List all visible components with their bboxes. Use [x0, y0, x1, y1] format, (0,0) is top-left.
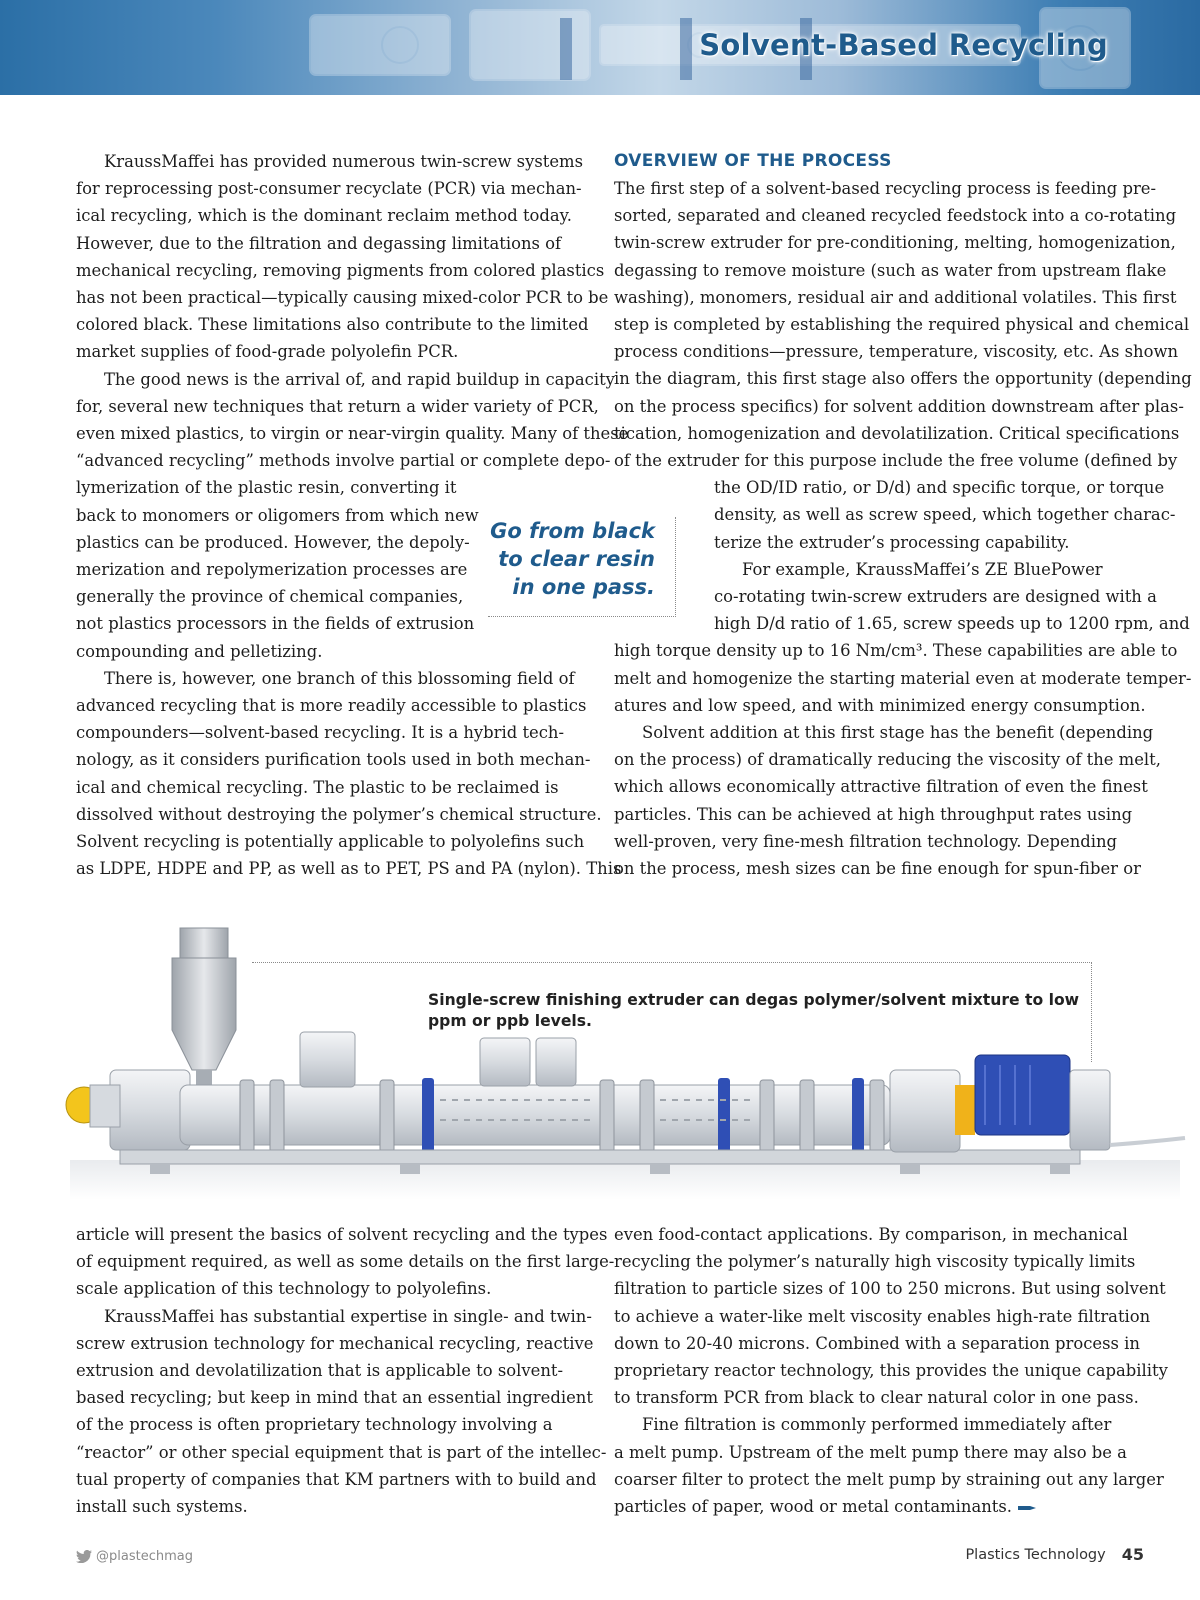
- text-line: nology, as it considers purification tools used in both mechan-: [76, 750, 591, 770]
- text-line: compounding and pelletizing.: [76, 641, 323, 661]
- text-line: density, as well as screw speed, which together charac-: [714, 505, 1176, 525]
- text-line: for, several new techniques that return a wider variety of PCR,: [76, 396, 599, 416]
- text-line: particles. This can be achieved at high throughput rates using: [614, 804, 1133, 824]
- text-line: dissolved without destroying the polymer’s chemical structure.: [76, 804, 602, 824]
- text-line: high D/d ratio of 1.65, screw speeds up to 1200 rpm, and: [714, 614, 1190, 634]
- section-heading: OVERVIEW OF THE PROCESS: [614, 151, 892, 171]
- text-line: which allows economically attractive filtration of even the finest: [614, 777, 1148, 797]
- text-line: proprietary reactor technology, this provides the unique capability: [614, 1361, 1168, 1381]
- text-line: to achieve a water-like melt viscosity enables high-rate filtration: [614, 1306, 1151, 1326]
- section-title: Solvent-Based Recycling: [699, 28, 1108, 62]
- article-column-left-top: [76, 148, 629, 882]
- text-line: ical and chemical recycling. The plastic to be reclaimed is: [76, 777, 559, 797]
- text-line: of equipment required, as well as some details on the first large-: [76, 1252, 615, 1272]
- text-line: article will present the basics of solvent recycling and the types: [76, 1225, 608, 1244]
- text-line: of the extruder for this purpose include the free volume (defined by: [614, 451, 1178, 471]
- footer-social[interactable]: [76, 1549, 193, 1564]
- text-line: The first step of a solvent-based recycling process is feeding pre-: [614, 179, 1157, 198]
- text-line: high torque density up to 16 Nm/cm³. These capabilities are able to: [614, 641, 1178, 661]
- text-line: the OD/ID ratio, or D/d) and specific torque, or torque: [714, 478, 1165, 498]
- header-banner: [0, 0, 1200, 95]
- text-line: melt and homogenize the starting material even at moderate temper-: [614, 668, 1192, 688]
- text-line: sorted, separated and cleaned recycled feedstock into a co-rotating: [614, 206, 1177, 226]
- text-line: Solvent recycling is potentially applicable to polyolefins such: [76, 832, 585, 852]
- text-line: install such systems.: [76, 1497, 248, 1517]
- text-line: coarser filter to protect the melt pump by straining out any larger: [614, 1469, 1164, 1489]
- text-line: step is completed by establishing the required physical and chemical: [614, 315, 1190, 335]
- page-number: 45: [1121, 1545, 1144, 1564]
- text-line: Solvent addition at this first stage has the benefit (depending: [642, 723, 1154, 743]
- text-line: even mixed plastics, to virgin or near-virgin quality. Many of these: [76, 424, 629, 444]
- text-line: market supplies of food-grade polyolefin PCR.: [76, 342, 459, 362]
- article-column-right-top: [614, 148, 1192, 882]
- text-line: in the diagram, this first stage also offers the opportunity (depending: [614, 369, 1192, 389]
- text-line: compounders—solvent-based recycling. It is a hybrid tech-: [76, 723, 565, 743]
- text-line: well-proven, very fine-mesh filtration technology. Depending: [614, 831, 1118, 851]
- text-line: washing), monomers, residual air and additional volatiles. This first: [614, 287, 1177, 307]
- text-line: filtration to particle sizes of 100 to 250 microns. But using solvent: [614, 1279, 1166, 1299]
- text-line: tication, homogenization and devolatilization. Critical specifications: [614, 423, 1180, 443]
- text-line: mechanical recycling, removing pigments from colored plastics: [76, 260, 605, 280]
- text-line: Fine filtration is commonly performed immediately after: [642, 1415, 1112, 1435]
- text-line: recycling the polymer’s naturally high viscosity typically limits: [614, 1252, 1136, 1272]
- text-line: ical recycling, which is the dominant reclaim method today.: [76, 206, 572, 226]
- text-line: for reprocessing post-consumer recyclate (PCR) via mechan-: [76, 179, 582, 199]
- text-line: scale application of this technology to polyolefins.: [76, 1279, 492, 1299]
- extruder-machine-figure: [0, 920, 1200, 1210]
- text-line: tual property of companies that KM partners with to build and: [76, 1469, 597, 1489]
- text-line: not plastics processors in the fields of extrusion: [76, 614, 475, 634]
- text-line: There is, however, one branch of this blossoming field of: [104, 668, 575, 688]
- text-line: For example, KraussMaffei’s ZE BluePower: [742, 559, 1103, 579]
- text-line: twin-screw extruder for pre-conditioning, melting, homogenization,: [614, 233, 1176, 253]
- text-line: even food-contact applications. By comparison, in mechanical: [614, 1225, 1128, 1244]
- figure-caption: Single-screw finishing extruder can degas polymer/solvent mixture to low ppm or ppb levels.: [428, 991, 1080, 1030]
- text-line: generally the province of chemical companies,: [76, 587, 464, 607]
- footer-folio: [965, 1545, 1144, 1564]
- text-line: lymerization of the plastic resin, converting it: [76, 478, 457, 498]
- text-line: merization and repolymerization processes are: [76, 560, 468, 580]
- article-column-left-bottom: [76, 1221, 615, 1520]
- text-line: as LDPE, HDPE and PP, as well as to PET, PS and PA (nylon). This: [76, 859, 622, 879]
- text-line: to transform PCR from black to clear natural color in one pass.: [614, 1388, 1139, 1408]
- pull-quote-line: Go from black: [490, 519, 655, 543]
- text-line: advanced recycling that is more readily accessible to plastics: [76, 696, 587, 716]
- twitter-bird-icon: [76, 1550, 92, 1563]
- end-of-article-icon: [1018, 1503, 1036, 1513]
- twitter-handle: @plastechmag: [96, 1549, 193, 1564]
- text-line: “advanced recycling” methods involve partial or complete depo-: [76, 451, 611, 471]
- text-line: degassing to remove moisture (such as water from upstream flake: [614, 260, 1167, 280]
- text-line: colored black. These limitations also contribute to the limited: [76, 315, 589, 335]
- text-line: KraussMaffei has provided numerous twin-screw systems: [104, 152, 584, 171]
- text-line: extrusion and devolatilization that is applicable to solvent-: [76, 1361, 563, 1381]
- text-line: has not been practical—typically causing mixed-color PCR to be: [76, 288, 609, 308]
- text-line: based recycling; but keep in mind that an essential ingredient: [76, 1388, 593, 1408]
- text-line: However, due to the filtration and degassing limitations of: [76, 233, 562, 253]
- text-line: a melt pump. Upstream of the melt pump there may also be a: [614, 1442, 1127, 1462]
- text-line: particles of paper, wood or metal contaminants.: [614, 1497, 1013, 1517]
- text-line: down to 20-40 microns. Combined with a separation process in: [614, 1333, 1140, 1353]
- text-line: terize the extruder’s processing capability.: [714, 532, 1070, 552]
- text-line: on the process specifics) for solvent addition downstream after plas-: [614, 396, 1184, 416]
- pull-quote-line: to clear resin: [498, 547, 655, 571]
- text-line: co-rotating twin-screw extruders are designed with a: [714, 587, 1157, 607]
- text-line: on the process) of dramatically reducing the viscosity of the melt,: [614, 750, 1161, 770]
- text-line: “reactor” or other special equipment that is part of the intellec-: [76, 1442, 607, 1462]
- text-line: The good news is the arrival of, and rapid buildup in capacity: [104, 369, 615, 389]
- text-line: back to monomers or oligomers from which new: [76, 505, 479, 525]
- text-line: screw extrusion technology for mechanical recycling, reactive: [76, 1333, 594, 1353]
- text-line: process conditions—pressure, temperature, viscosity, etc. As shown: [614, 342, 1179, 362]
- text-line: plastics can be produced. However, the depoly-: [76, 532, 470, 552]
- text-line: atures and low speed, and with minimized energy consumption.: [614, 695, 1146, 715]
- pull-quote-line: in one pass.: [512, 575, 655, 599]
- article-column-right-bottom: [614, 1221, 1168, 1520]
- magazine-name: Plastics Technology: [965, 1546, 1106, 1563]
- text-line: of the process is often proprietary technology involving a: [76, 1415, 553, 1435]
- text-line: KraussMaffei has substantial expertise in single- and twin-: [104, 1306, 592, 1326]
- text-line: on the process, mesh sizes can be fine enough for spun-fiber or: [614, 859, 1141, 879]
- text-line-last: [614, 1493, 1134, 1520]
